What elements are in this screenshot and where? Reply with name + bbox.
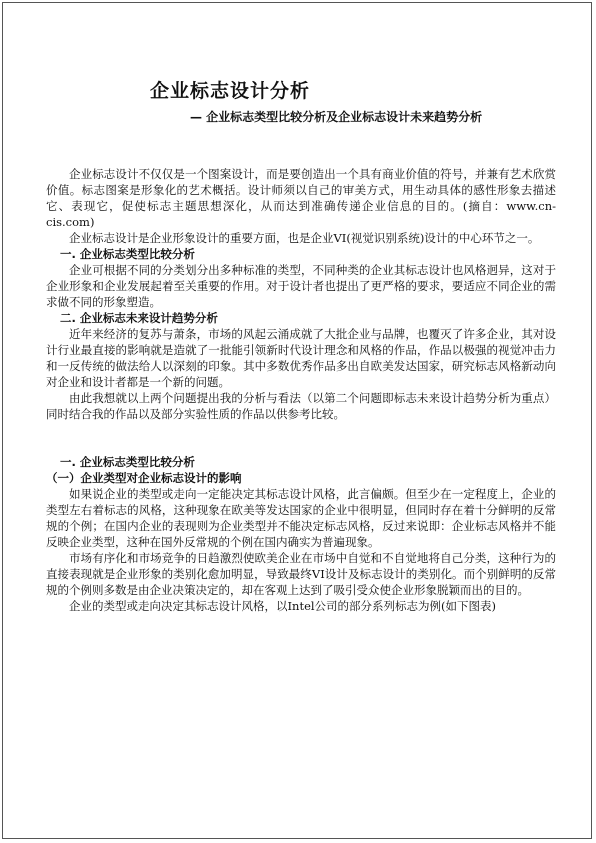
intro-paragraph-3: 企业可根据不同的分类划分出多种标准的类型，不同种类的企业其标志设计也风格迥异，这对于企业形象和企业发展起着至关重要的作用。对于设计者也提出了更严格的要求，要适应不同企业的需求做不同的形象塑造。 — [46, 263, 556, 309]
document-subtitle: — 企业标志类型比较分析及企业标志设计未来趋势分析 — [190, 110, 483, 124]
intro-paragraph-2: 企业标志设计是企业形象设计的重要方面，也是企业VI(视觉识别系统)设计的中心环节之一。 — [69, 231, 540, 245]
intro-paragraph-1: 企业标志设计不仅仅是一个图案设计，而是要创造出一个具有商业价值的符号，并兼有艺术欣赏价值。标志图案是形象化的艺术概括。设计师须以自己的审美方式，用生动具体的感性形象去描述它、表现它，促使标志主题思想深化，从而达到准确传递企业信息的目的。(摘自：www.cn-cis.com) — [46, 167, 556, 229]
section1-heading: 一. 企业标志类型比较分析 — [60, 455, 195, 469]
document-title: 企业标志设计分析 — [150, 80, 311, 102]
section-spacer — [46, 422, 556, 454]
intro-heading-2: 二. 企业标志未来设计趋势分析 — [60, 311, 218, 325]
intro-heading-1: 一. 企业标志类型比较分析 — [60, 247, 195, 261]
intro-paragraph-5: 由此我想就以上两个问题提出我的分析与看法（以第二个问题即标志未来设计趋势分析为重点）同时结合我的作品以及部分实验性质的作品以供参考比较。 — [46, 391, 556, 421]
section1-paragraph-2: 市场有序化和市场竞争的日趋激烈使欧美企业在市场中自觉和不自觉地将自己分类，这种行为的直接表现就是企业形象的类别化愈加明显，导致最终VI设计及标志设计的类别化。而个别鲜明的反常规的个例则多数是由企业决策决定的，却在客观上达到了吸引受众使企业形象脱颖而出的目的。 — [46, 551, 556, 597]
section1-subheading: （一）企业类型对企业标志设计的影响 — [46, 471, 242, 485]
section1-paragraph-3: 企业的类型或走向决定其标志设计风格，以Intel公司的部分系列标志为例(如下图表) — [69, 599, 497, 613]
section1-paragraph-1: 如果说企业的类型或走向一定能决定其标志设计风格，此言偏颇。但至少在一定程度上，企业的类型左右着标志的风格，这种现象在欧美等发达国家的企业中很明显，但同时存在着十分鲜明的反常规的个例；在国内企业的表现则为企业类型并不能决定标志风格，反过来说即：企业标志风格并不能反映企业类型，这种在国外反常规的个例在国内确实为普遍现象。 — [46, 487, 556, 549]
document-body — [46, 166, 556, 614]
intro-paragraph-4: 近年来经济的复苏与萧条，市场的风起云涌成就了大批企业与品牌，也覆灭了许多企业，其对设计行业最直接的影响就是造就了一批能引领新时代设计理念和风格的作品，作品以极强的视觉冲击力和一反传统的做法给人以深刻的印象。其中多数优秀作品多出自欧美发达国家，研究标志风格新动向对企业和设计者都是一个新的问题。 — [46, 327, 556, 389]
